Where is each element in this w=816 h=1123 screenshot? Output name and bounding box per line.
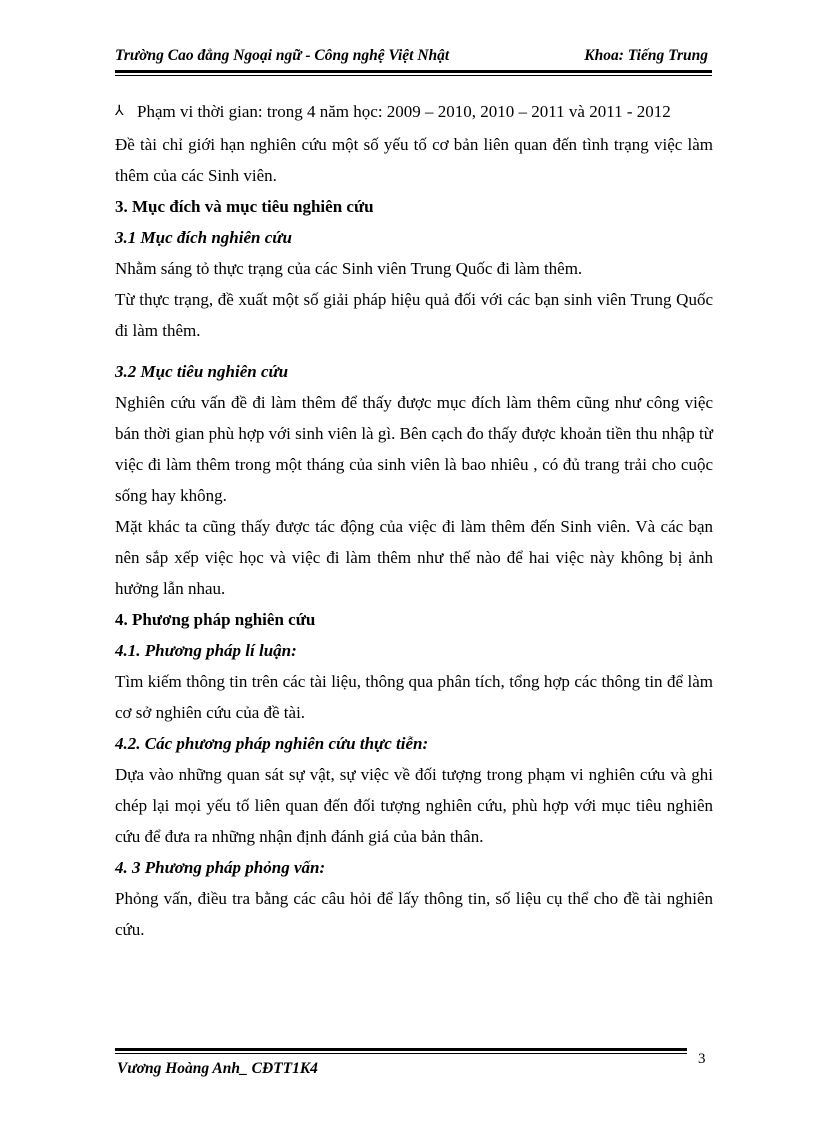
section-4-3-paragraph: Phỏng vấn, điều tra bằng các câu hỏi để lấy thông tin, số liệu cụ thể cho đề tài nghiên cứu. — [115, 889, 713, 939]
school-name: Trường Cao đẳng Ngoại ngữ - Công nghệ Việt Nhật — [115, 47, 450, 64]
page-header — [115, 47, 710, 69]
footer-rule-thick — [115, 1048, 687, 1051]
section-3-1-paragraph-2: Từ thực trạng, đề xuất một số giải pháp hiệu quả đối với các bạn sinh viên Trung Quốc đi làm thêm. — [115, 290, 713, 340]
header-rule-thin — [115, 75, 712, 76]
section-4-heading: 4. Phương pháp nghiên cứu — [115, 610, 316, 629]
section-3-2-paragraph-1: Nghiên cứu vấn đề đi làm thêm để thấy được mục đích làm thêm cũng như công việc bán thời gian phù hợp với sinh viên là gì. Bên cạch đo thấy được khoản tiền thu nhập từ việc đi làm thêm trong một tháng của sinh viên là bao nhiêu , có đủ trang trải cho cuộc sống hay không. — [115, 393, 713, 505]
scope-time-text: Phạm vi thời gian: trong 4 năm học: 2009 – 2010, 2010 – 2011 và 2011 - 2012 — [137, 102, 671, 121]
scope-time-paragraph — [115, 96, 713, 129]
footer-rule-thin — [115, 1053, 687, 1054]
section-3-1-heading: 3.1 Mục đích nghiên cứu — [115, 228, 292, 247]
section-4-1-heading: 4.1. Phương pháp lí luận: — [115, 641, 297, 660]
section-3-heading: 3. Mục đích và mục tiêu nghiên cứu — [115, 197, 374, 216]
page-number: 3 — [698, 1051, 706, 1067]
caret-bullet-icon: ⅄ — [115, 104, 124, 119]
section-3-2-paragraph-2: Mặt khác ta cũng thấy được tác động của việc đi làm thêm đến Sinh viên. Và các bạn nên sắp xếp việc học và việc đi làm thêm như thế nào để hai việc này không bị ảnh hưởng lẫn nhau. — [115, 517, 713, 598]
document-body — [115, 96, 713, 945]
section-4-1-paragraph: Tìm kiếm thông tin trên các tài liệu, thông qua phân tích, tổng hợp các thông tin để làm cơ sở nghiên cứu của đề tài. — [115, 672, 713, 722]
department-name: Khoa: Tiếng Trung — [584, 47, 708, 64]
footer-author: Vương Hoàng Anh_ CĐTT1K4 — [117, 1060, 318, 1077]
header-rule-thick — [115, 70, 712, 73]
section-3-2-heading: 3.2 Mục tiêu nghiên cứu — [115, 362, 289, 381]
section-3-1-paragraph-1: Nhằm sáng tỏ thực trạng của các Sinh viên Trung Quốc đi làm thêm. — [115, 259, 583, 278]
scope-limit-paragraph: Đề tài chỉ giới hạn nghiên cứu một số yếu tố cơ bản liên quan đến tình trạng việc làm thêm của các Sinh viên. — [115, 135, 713, 185]
section-4-3-heading: 4. 3 Phương pháp phỏng vấn: — [115, 858, 326, 877]
section-4-2-heading: 4.2. Các phương pháp nghiên cứu thực tiễn: — [115, 734, 429, 753]
section-4-2-paragraph: Dựa vào những quan sát sự vật, sự việc về đối tượng trong phạm vi nghiên cứu và ghi chép lại mọi yếu tố liên quan đến đối tượng nghiên cứu, phù hợp với mục tiêu nghiên cứu để đưa ra những nhận định đánh giá của bản thân. — [115, 765, 713, 846]
